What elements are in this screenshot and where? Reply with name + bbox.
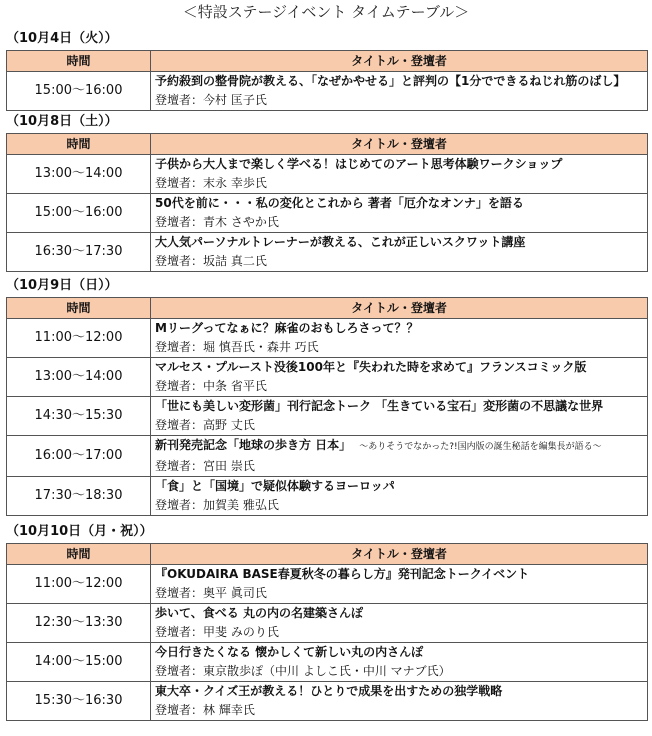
event-title xyxy=(155,604,647,623)
event-title xyxy=(155,565,647,584)
day-header: （10月9日（日）） xyxy=(6,278,118,293)
day-header: （10月4日（火）） xyxy=(6,31,118,46)
column-header-time: 時間 xyxy=(7,298,151,319)
day-header: （10月8日（土）） xyxy=(6,114,118,129)
header-row xyxy=(7,51,648,72)
event-info xyxy=(151,194,648,233)
event-title-text: 歩いて、食べる 丸の内の名建築さんぽ xyxy=(155,606,363,620)
event-title-text: 予約殺到の整骨院が教える、「なぜかやせる」と評判の【1分でできるねじれ筋のばし】 xyxy=(155,74,626,88)
event-time: 17:30〜18:30 xyxy=(7,477,151,516)
event-time: 16:00〜17:00 xyxy=(7,436,151,477)
event-row xyxy=(7,643,648,682)
event-time: 15:30〜16:30 xyxy=(7,682,151,721)
event-time: 15:00〜16:00 xyxy=(7,194,151,233)
event-row xyxy=(7,319,648,358)
event-title-text: 『OKUDAIRA BASE春夏秋冬の暮らし方』発刊記念トークイベント xyxy=(155,567,530,581)
column-header-title: タイトル・登壇者 xyxy=(151,298,648,319)
event-title-text: 子供から大人まで楽しく学べる！はじめてのアート思考体験ワークショップ xyxy=(155,157,563,171)
event-info xyxy=(151,397,648,436)
event-time: 15:00〜16:00 xyxy=(7,72,151,111)
event-info xyxy=(151,233,648,272)
event-title-text: 「世にも美しい変形菌」刊行記念トーク 「生きている宝石」変形菌の不思議な世界 xyxy=(155,399,604,413)
column-header-title: タイトル・登壇者 xyxy=(151,51,648,72)
column-header-title: タイトル・登壇者 xyxy=(151,134,648,155)
event-time: 11:00〜12:00 xyxy=(7,565,151,604)
event-row xyxy=(7,477,648,516)
column-header-time: 時間 xyxy=(7,134,151,155)
event-row xyxy=(7,565,648,604)
event-title xyxy=(155,643,647,662)
event-title xyxy=(155,397,647,416)
event-title-text: マルセス・プルースト没後100年と『失われた時を求めて』フランスコミック版 xyxy=(155,360,587,374)
event-performers: 登壇者：坂詰 真二氏 xyxy=(155,254,267,268)
event-subtitle: 〜ありそうでなかった?!国内版の誕生秘話を編集長が語る〜 xyxy=(359,442,602,452)
event-time: 14:00〜15:00 xyxy=(7,643,151,682)
event-row xyxy=(7,155,648,194)
event-info xyxy=(151,358,648,397)
event-time: 13:00〜14:00 xyxy=(7,155,151,194)
column-header-time: 時間 xyxy=(7,51,151,72)
event-time: 14:30〜15:30 xyxy=(7,397,151,436)
header-row xyxy=(7,298,648,319)
event-performers: 登壇者：高野 丈氏 xyxy=(155,418,255,432)
event-performers: 登壇者：中条 省平氏 xyxy=(155,379,267,393)
event-row xyxy=(7,72,648,111)
event-row xyxy=(7,194,648,233)
event-info xyxy=(151,72,648,111)
event-time: 11:00〜12:00 xyxy=(7,319,151,358)
page-title: ＜特設ステージイベント タイムテーブル＞ xyxy=(182,3,470,21)
event-row xyxy=(7,358,648,397)
event-title xyxy=(155,477,647,496)
event-title xyxy=(155,358,647,377)
event-info xyxy=(151,319,648,358)
event-row xyxy=(7,397,648,436)
event-title-text: Mリーグってなぁに？麻雀のおもしろさって？？ xyxy=(155,321,419,335)
event-title xyxy=(155,155,647,174)
event-performers: 登壇者：末永 幸歩氏 xyxy=(155,176,267,190)
event-row xyxy=(7,682,648,721)
event-performers: 登壇者：加賀美 雅弘氏 xyxy=(155,498,279,512)
schedule-table xyxy=(6,297,648,516)
event-title-text: 今日行きたくなる 懐かしくて新しい丸の内さんぽ xyxy=(155,645,424,659)
header-row xyxy=(7,134,648,155)
event-info xyxy=(151,155,648,194)
event-row xyxy=(7,436,648,477)
event-title-text: 「食」と「国境」で疑似体験するヨーロッパ xyxy=(155,479,395,493)
event-performers: 登壇者：青木 さやか氏 xyxy=(155,215,279,229)
event-info xyxy=(151,604,648,643)
event-title xyxy=(155,72,647,91)
schedule-table xyxy=(6,50,648,111)
event-title-text: 東大卒・クイズ王が教える！ひとりで成果を出すための独学戦略 xyxy=(155,684,503,698)
event-title xyxy=(155,682,647,701)
event-performers: 登壇者：甲斐 みのり氏 xyxy=(155,625,279,639)
event-title-text: 50代を前に・・・私の変化とこれから 著者「厄介なオンナ」を語る xyxy=(155,196,524,210)
day-header: （10月10日（月・祝）） xyxy=(6,524,153,539)
schedule-table xyxy=(6,543,648,721)
event-performers: 登壇者：奥平 眞司氏 xyxy=(155,586,267,600)
event-info xyxy=(151,565,648,604)
event-info xyxy=(151,436,648,477)
event-performers: 登壇者：堀 慎吾氏・森井 巧氏 xyxy=(155,340,319,354)
column-header-time: 時間 xyxy=(7,544,151,565)
event-performers: 登壇者：今村 匡子氏 xyxy=(155,93,267,107)
event-title xyxy=(155,194,647,213)
event-performers: 登壇者：東京散歩ぽ（中川 よしこ氏・中川 マナブ氏） xyxy=(155,664,451,678)
event-title xyxy=(155,436,647,457)
event-title-text: 新刊発売記念「地球の歩き方 日本」 xyxy=(155,438,352,452)
event-title xyxy=(155,233,647,252)
event-info xyxy=(151,477,648,516)
event-performers: 登壇者：宮田 崇氏 xyxy=(155,459,255,473)
event-title-text: 大人気パーソナルトレーナーが教える、これが正しいスクワット講座 xyxy=(155,235,526,249)
event-info xyxy=(151,643,648,682)
event-time: 13:00〜14:00 xyxy=(7,358,151,397)
event-title xyxy=(155,319,647,338)
event-row xyxy=(7,233,648,272)
schedule-table xyxy=(6,133,648,272)
event-performers: 登壇者：林 輝幸氏 xyxy=(155,703,255,717)
event-time: 16:30〜17:30 xyxy=(7,233,151,272)
column-header-title: タイトル・登壇者 xyxy=(151,544,648,565)
event-time: 12:30〜13:30 xyxy=(7,604,151,643)
header-row xyxy=(7,544,648,565)
event-row xyxy=(7,604,648,643)
event-info xyxy=(151,682,648,721)
